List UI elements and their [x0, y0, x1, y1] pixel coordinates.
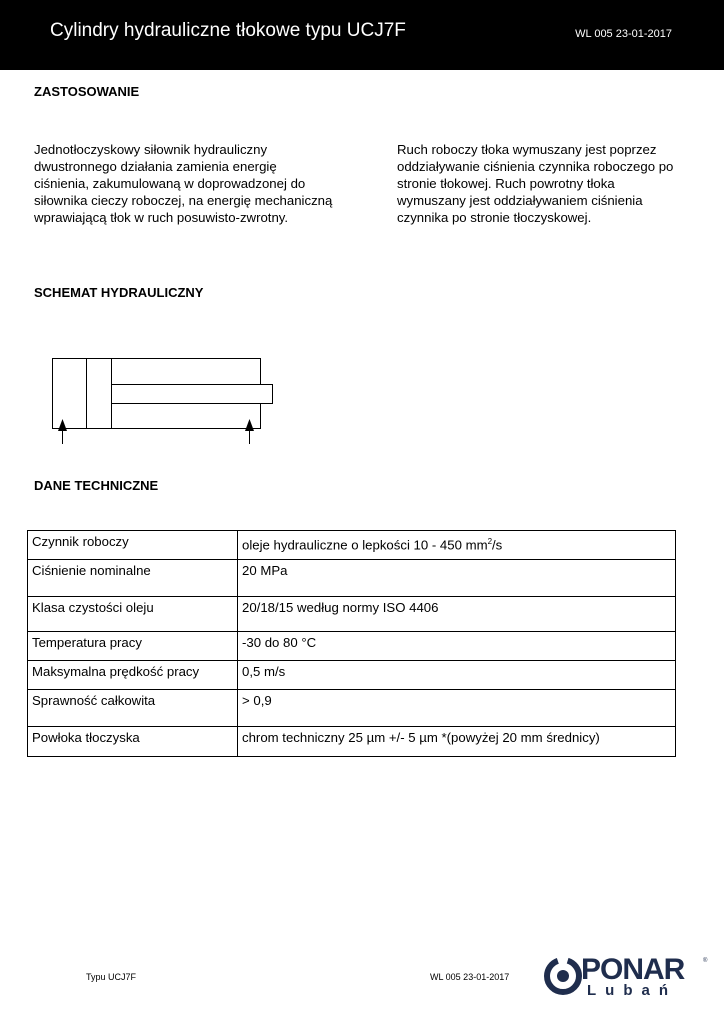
port-b-arrow-icon [245, 419, 254, 431]
table-row [28, 727, 676, 757]
header-doc-reference: WL 005 23-01-2017 [575, 28, 672, 40]
table-value-cell: 0,5 m/s [238, 661, 676, 690]
table-row [28, 597, 676, 632]
heading-application: ZASTOSOWANIE [34, 84, 140, 99]
hydraulic-cylinder-schematic [48, 352, 280, 446]
table-row [28, 531, 676, 560]
table-key-cell: Temperatura pracy [28, 632, 238, 661]
text-line: siłownika cieczy roboczej, na energię mechaniczną [34, 193, 333, 208]
logo-wordmark: PONAR [581, 953, 685, 986]
table-value-cell [238, 531, 676, 560]
ponar-emblem-icon [543, 956, 583, 996]
table-key-cell: Sprawność całkowita [28, 690, 238, 727]
table-key-cell: Powłoka tłoczyska [28, 727, 238, 757]
table-row [28, 661, 676, 690]
text-line: oddziaływanie ciśnienia czynnika roboczego po [397, 159, 674, 174]
text-line: Ruch roboczy tłoka wymuszany jest poprzez [397, 142, 657, 157]
application-text-left [34, 141, 332, 226]
text-line: ciśnienia, zakumulowaną w doprowadzonej do [34, 176, 306, 191]
technical-data-table [27, 530, 676, 757]
application-text-right [397, 141, 673, 226]
value-suffix: /s [492, 537, 503, 553]
registered-mark: ® [703, 958, 708, 964]
heading-technical: DANE TECHNICZNE [34, 478, 159, 493]
table-row [28, 690, 676, 727]
port-a-arrow-icon [58, 419, 67, 431]
emblem-center [557, 970, 569, 982]
text-line: czynnika po stronie tłoczyskowej. [397, 210, 592, 225]
table-row [28, 560, 676, 597]
table-key-cell: Czynnik roboczy [28, 531, 238, 560]
text-line: stronie tłokowej. Ruch powrotny tłoka [397, 176, 615, 191]
piston-rod [112, 385, 273, 404]
table-key-cell: Ciśnienie nominalne [28, 560, 238, 597]
text-line: wprawiającą tłok w ruch posuwisto-zwrotny. [34, 210, 289, 225]
table-key-cell: Maksymalna prędkość pracy [28, 661, 238, 690]
table-value-cell: -30 do 80 °C [238, 632, 676, 661]
page-title: Cylindry hydrauliczne tłokowe typu UCJ7F [50, 20, 406, 41]
table-value-cell: > 0,9 [238, 690, 676, 727]
table-value-cell: 20 MPa [238, 560, 676, 597]
table-value-cell: 20/18/15 według normy ISO 4406 [238, 597, 676, 632]
page-header [0, 0, 724, 70]
text-line: Jednotłoczyskowy siłownik hydrauliczny [34, 142, 268, 157]
text-line: dwustronnego działania zamienia energię [34, 159, 277, 174]
text-line: wymuszany jest oddziaływaniem ciśnienia [397, 193, 643, 208]
table-row [28, 632, 676, 661]
value-text: oleje hydrauliczne o lepkości 10 - 450 mm [242, 537, 488, 553]
table-value-cell: chrom techniczny 25 µm +/- 5 µm *(powyżej 20 mm średnicy) [238, 727, 676, 757]
logo-subtitle: Lubań [587, 982, 677, 999]
value-superscript: 2 [487, 537, 493, 546]
footer-doc-reference: WL 005 23-01-2017 [430, 972, 510, 982]
table-key-cell: Klasa czystości oleju [28, 597, 238, 632]
ponar-logo [543, 953, 709, 1000]
heading-schematic: SCHEMAT HYDRAULICZNY [34, 285, 204, 300]
footer-type-label: Typu UCJ7F [86, 972, 137, 982]
